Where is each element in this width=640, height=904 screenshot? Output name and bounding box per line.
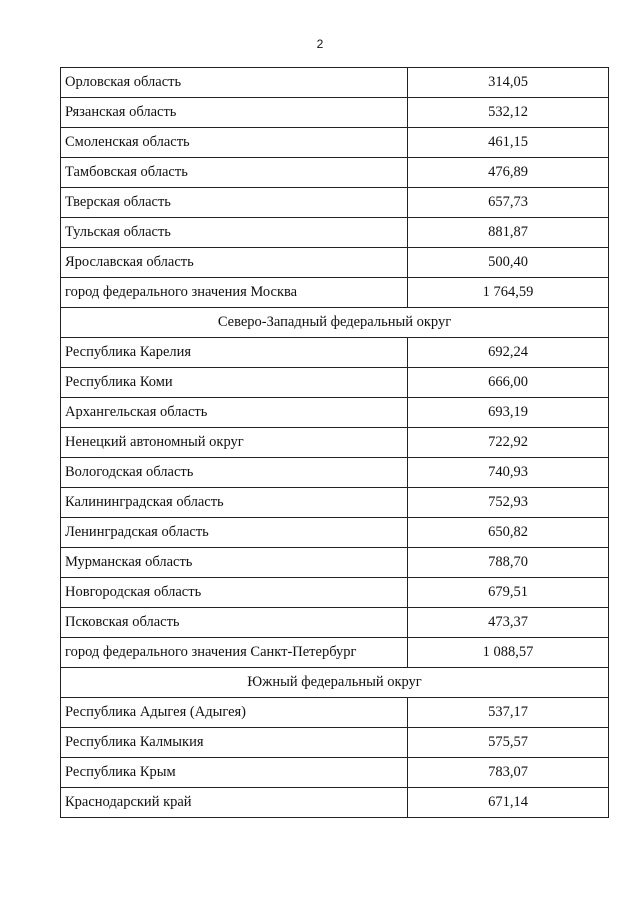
region-name: Псковская область (61, 608, 408, 638)
table-row (61, 398, 609, 428)
region-name: Краснодарский край (61, 788, 408, 818)
region-name: город федерального значения Санкт-Петербург (61, 638, 408, 668)
table-row (61, 698, 609, 728)
table-row (61, 578, 609, 608)
region-value: 722,92 (408, 428, 609, 458)
table-row (61, 68, 609, 98)
table-row (61, 338, 609, 368)
region-value: 679,51 (408, 578, 609, 608)
table-row (61, 788, 609, 818)
table-row (61, 368, 609, 398)
section-title: Южный федеральный округ (61, 668, 609, 698)
table-row (61, 218, 609, 248)
region-value: 314,05 (408, 68, 609, 98)
region-value: 575,57 (408, 728, 609, 758)
region-value: 752,93 (408, 488, 609, 518)
region-value: 657,73 (408, 188, 609, 218)
section-header-row (61, 668, 609, 698)
region-name: Республика Калмыкия (61, 728, 408, 758)
region-value: 1 764,59 (408, 278, 609, 308)
region-name: Вологодская область (61, 458, 408, 488)
region-value: 740,93 (408, 458, 609, 488)
region-value: 537,17 (408, 698, 609, 728)
region-value: 671,14 (408, 788, 609, 818)
region-name: Тамбовская область (61, 158, 408, 188)
table-row (61, 458, 609, 488)
region-name: Тульская область (61, 218, 408, 248)
region-name: Новгородская область (61, 578, 408, 608)
region-name: Тверская область (61, 188, 408, 218)
table-row (61, 488, 609, 518)
table-row (61, 188, 609, 218)
region-name: Республика Адыгея (Адыгея) (61, 698, 408, 728)
region-value: 1 088,57 (408, 638, 609, 668)
section-header-row (61, 308, 609, 338)
table-row (61, 98, 609, 128)
region-name: Мурманская область (61, 548, 408, 578)
page-number: 2 (316, 37, 324, 51)
table-row (61, 638, 609, 668)
table-row (61, 428, 609, 458)
region-name: Республика Коми (61, 368, 408, 398)
region-name: Ненецкий автономный округ (61, 428, 408, 458)
regions-table (60, 67, 609, 818)
table-row (61, 128, 609, 158)
region-value: 473,37 (408, 608, 609, 638)
region-name: Рязанская область (61, 98, 408, 128)
table-body (61, 68, 609, 818)
region-name: Калининградская область (61, 488, 408, 518)
region-value: 881,87 (408, 218, 609, 248)
region-value: 666,00 (408, 368, 609, 398)
section-title: Северо-Западный федеральный округ (61, 308, 609, 338)
table-row (61, 278, 609, 308)
region-value: 500,40 (408, 248, 609, 278)
region-value: 532,12 (408, 98, 609, 128)
region-value: 476,89 (408, 158, 609, 188)
region-value: 783,07 (408, 758, 609, 788)
region-name: Ярославская область (61, 248, 408, 278)
region-value: 650,82 (408, 518, 609, 548)
region-name: Смоленская область (61, 128, 408, 158)
region-value: 692,24 (408, 338, 609, 368)
table-row (61, 758, 609, 788)
table-row (61, 518, 609, 548)
region-name: Республика Карелия (61, 338, 408, 368)
table-row (61, 548, 609, 578)
region-value: 461,15 (408, 128, 609, 158)
region-name: Архангельская область (61, 398, 408, 428)
table-row (61, 248, 609, 278)
region-name: Республика Крым (61, 758, 408, 788)
region-value: 693,19 (408, 398, 609, 428)
region-name: Ленинградская область (61, 518, 408, 548)
table-row (61, 608, 609, 638)
region-name: Орловская область (61, 68, 408, 98)
table-row (61, 158, 609, 188)
region-name: город федерального значения Москва (61, 278, 408, 308)
region-value: 788,70 (408, 548, 609, 578)
table-row (61, 728, 609, 758)
